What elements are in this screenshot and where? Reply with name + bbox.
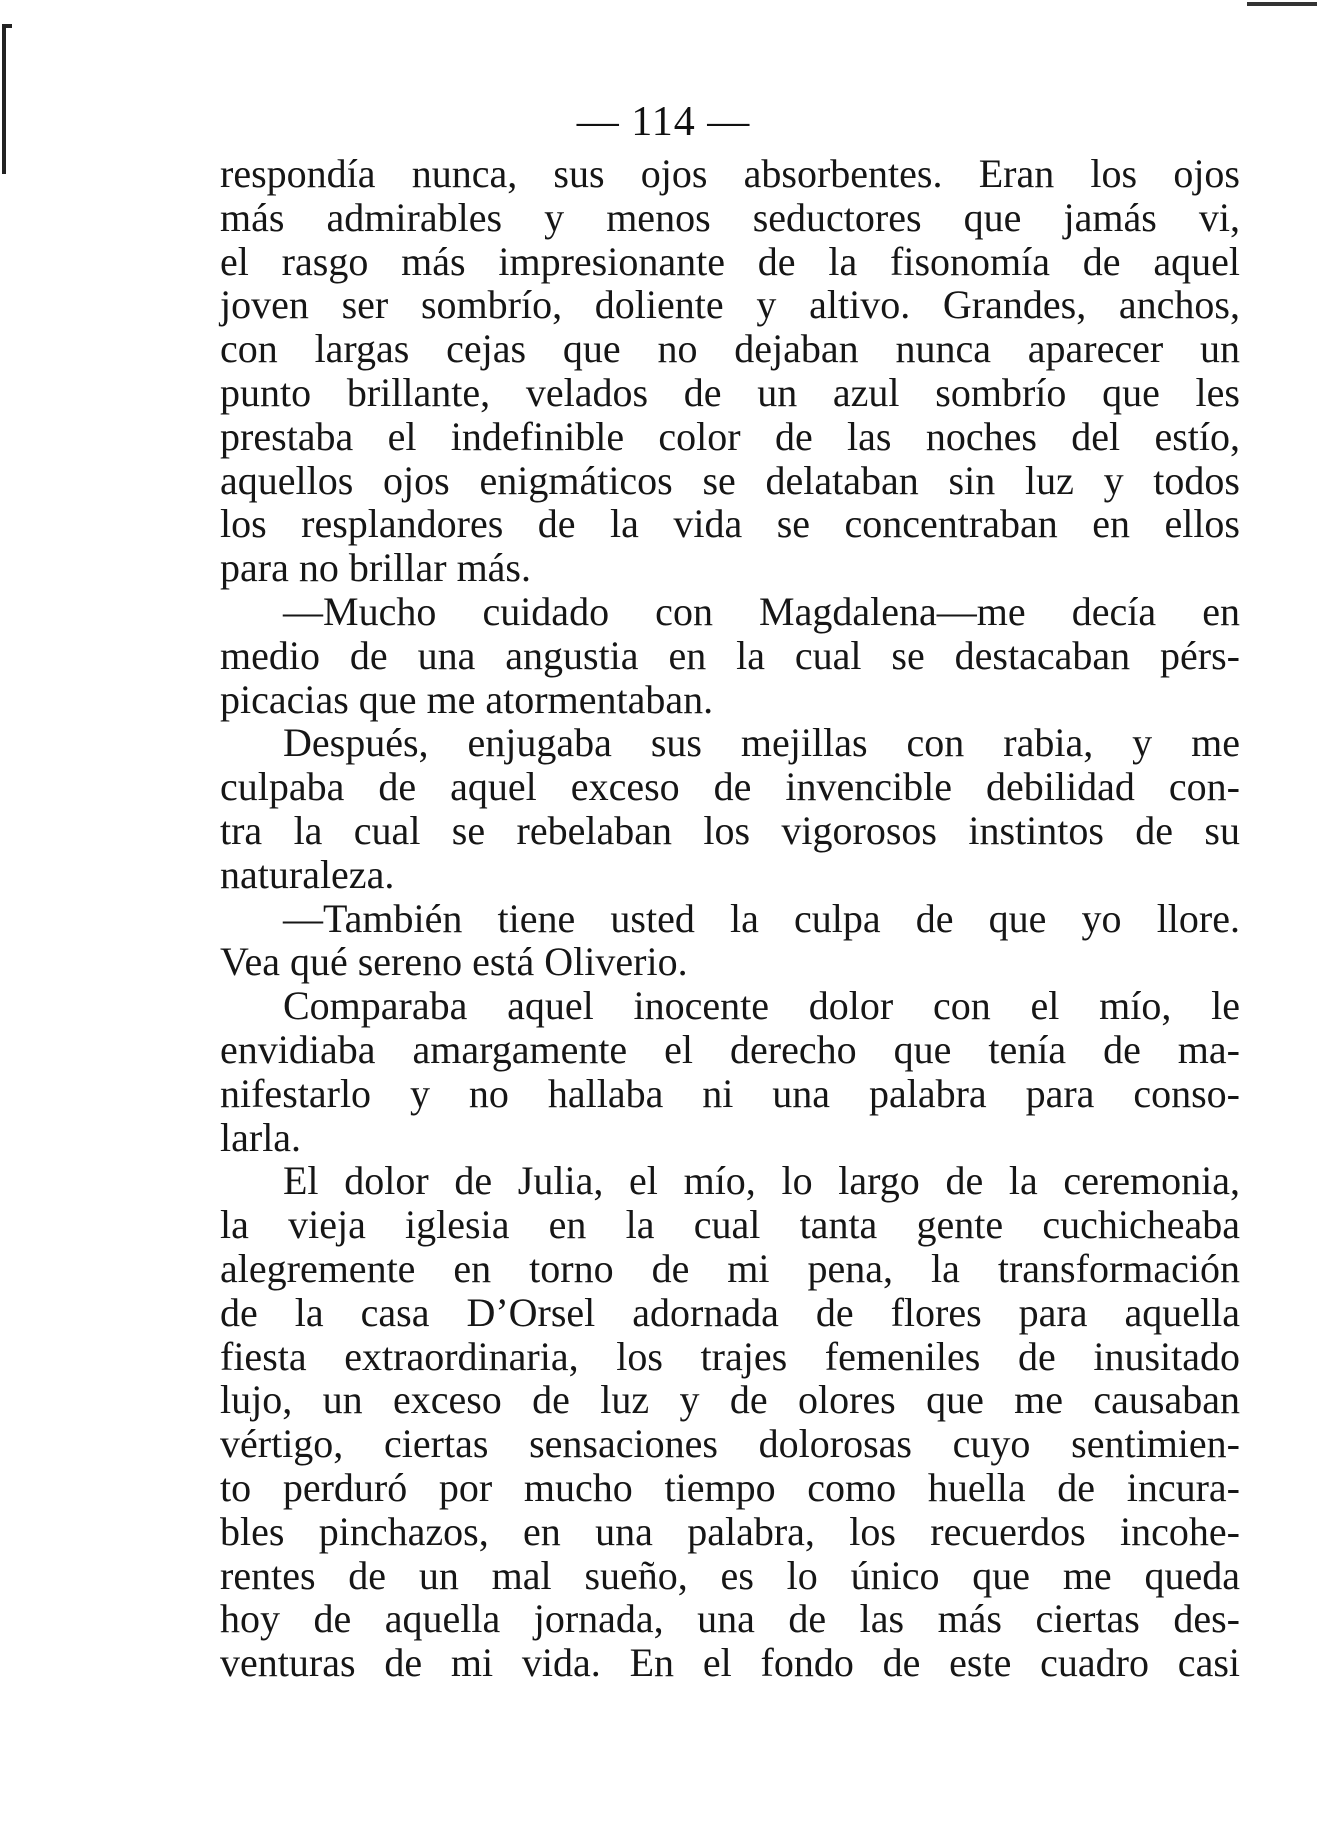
text-line: envidiaba amargamente el derecho que tenía de ma- <box>220 1026 1240 1072</box>
text-line: aquellos ojos enigmáticos se delataban sin luz y todos <box>220 457 1240 503</box>
text-line: —Mucho cuidado con Magdalena—me decía en <box>283 588 1240 634</box>
text-line: Comparaba aquel inocente dolor con el mío, le <box>283 983 1240 1029</box>
body-text <box>220 152 1240 1685</box>
text-line: bles pinchazos, en una palabra, los recuerdos incohe- <box>220 1508 1240 1554</box>
text-line: tra la cual se rebelaban los vigorosos instintos de su <box>220 807 1240 853</box>
text-line: El dolor de Julia, el mío, lo largo de la ceremonia, <box>283 1158 1240 1204</box>
text-line: Después, enjugaba sus mejillas con rabia, y me <box>283 720 1240 766</box>
text-line: la vieja iglesia en la cual tanta gente cuchicheaba <box>220 1202 1240 1248</box>
text-line: los resplandores de la vida se concentraban en ellos <box>220 501 1240 547</box>
text-line: naturaleza. <box>220 851 395 897</box>
text-line: más admirables y menos seductores que jamás vi, <box>220 194 1240 240</box>
text-line: nifestarlo y no hallaba ni una palabra para conso- <box>220 1070 1240 1116</box>
text-line: to perduró por mucho tiempo como huella de incura- <box>220 1464 1240 1510</box>
text-line: prestaba el indefinible color de las noches del estío, <box>220 413 1240 459</box>
text-line: larla. <box>220 1114 302 1160</box>
text-line: picacias que me atormentaban. <box>220 676 714 722</box>
text-line: venturas de mi vida. En el fondo de este cuadro casi <box>220 1640 1240 1686</box>
text-line: de la casa D’Orsel adornada de flores para aquella <box>220 1289 1240 1335</box>
text-line: —También tiene usted la culpa de que yo llore. <box>283 895 1240 941</box>
text-line: rentes de un mal sueño, es lo único que me queda <box>220 1552 1240 1598</box>
page-number: — 114 — <box>576 99 751 145</box>
text-line: fiesta extraordinaria, los trajes femeniles de inusitado <box>220 1333 1240 1379</box>
text-line: Vea qué sereno está Oliverio. <box>220 939 688 985</box>
text-line: con largas cejas que no dejaban nunca aparecer un <box>220 326 1240 372</box>
text-line: el rasgo más impresionante de la fisonomía de aquel <box>220 238 1240 284</box>
text-line: joven ser sombrío, doliente y altivo. Grandes, anchos, <box>220 282 1240 328</box>
text-line: respondía nunca, sus ojos absorbentes. Eran los ojos <box>220 151 1240 196</box>
text-line: punto brillante, velados de un azul sombrío que les <box>220 369 1240 415</box>
scan-edge-mark-top <box>1247 0 1317 6</box>
text-line: alegremente en torno de mi pena, la transformación <box>220 1245 1240 1291</box>
text-line: para no brillar más. <box>220 545 531 591</box>
text-line: lujo, un exceso de luz y de olores que me causaban <box>220 1377 1240 1423</box>
text-line: hoy de aquella jornada, una de las más ciertas des- <box>220 1596 1240 1642</box>
text-line: culpaba de aquel exceso de invencible debilidad con- <box>220 764 1240 810</box>
text-line: vértigo, ciertas sensaciones dolorosas cuyo sentimien- <box>220 1421 1240 1467</box>
text-line: medio de una angustia en la cual se destacaban pérs- <box>220 632 1240 678</box>
